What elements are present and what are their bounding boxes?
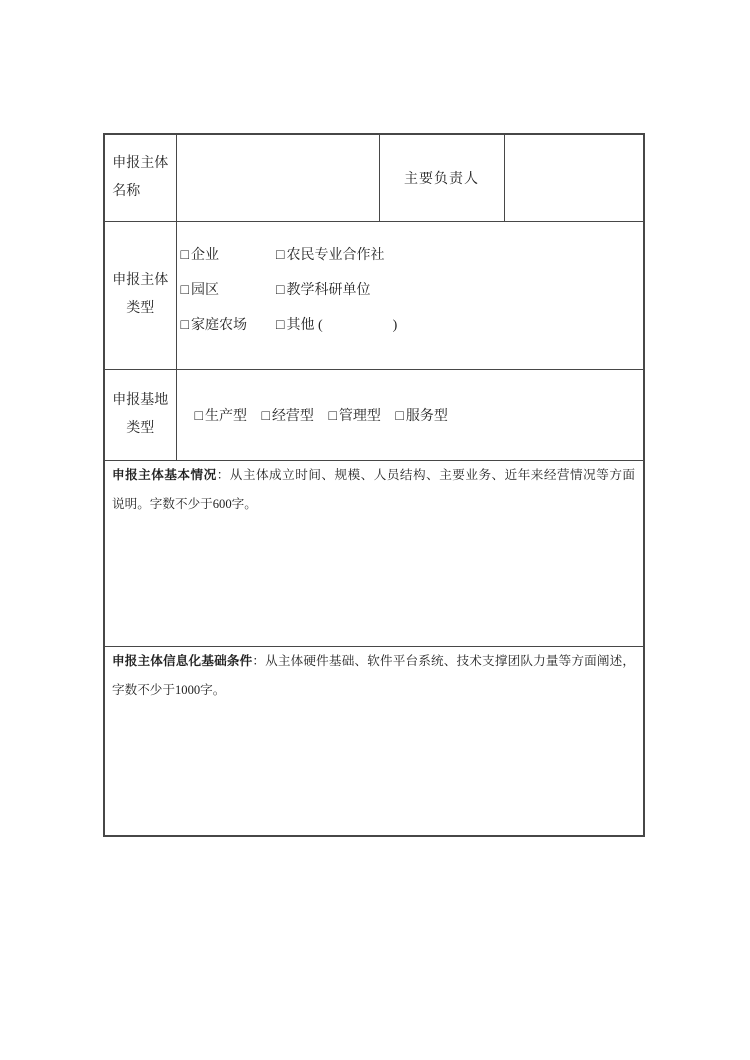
subject-type-option-row [181,238,644,273]
subject-type-label-cell [104,221,176,369]
basic-info-heading: 申报主体基本情况 [112,467,217,482]
option-label: 服务型 [405,408,448,424]
base-type-label-cell [104,369,176,460]
person-label-cell [379,134,504,221]
basic-info-line2: 说明。字数不少于600字。 [112,496,257,511]
basic-info-line1 [112,461,635,490]
checkbox-option-family-farm[interactable] [181,308,273,343]
checkbox-icon: □ [180,247,189,263]
checkbox-icon: □ [276,247,285,263]
subject-type-option-row [181,308,644,343]
subject-name-label-cell [104,134,176,221]
checkbox-icon: □ [395,408,404,424]
option-label: 管理型 [338,408,381,424]
option-label: 经营型 [271,408,314,424]
person-value[interactable] [505,135,644,221]
checkbox-icon: □ [328,408,337,424]
checkbox-option-enterprise[interactable] [181,238,273,273]
person-label: 主要负责人 [404,171,479,187]
it-foundation-line1 [112,647,635,676]
person-value-cell[interactable] [504,134,644,221]
option-label: 教学科研单位 [286,282,371,298]
it-foundation-line2: 字数不少于1000字。 [112,682,226,697]
option-label: 企业 [190,247,219,263]
base-type-options-cell [176,369,644,460]
it-foundation-section-cell[interactable] [104,646,644,836]
option-label: 其他 ( ) [286,317,398,333]
checkbox-icon: □ [276,317,285,333]
subject-type-label: 申报主体 类型 [112,273,169,316]
basic-info-section-cell[interactable] [104,460,644,646]
it-foundation-text: ：从主体硬件基础、软件平台系统、技术支撑团队力量等方面阐述， [252,653,636,668]
checkbox-option-farmer-cooperative[interactable] [276,238,384,273]
checkbox-icon: □ [180,317,189,333]
checkbox-option-service[interactable] [395,405,447,425]
checkbox-icon: □ [276,282,285,298]
option-label: 家庭农场 [190,317,247,333]
checkbox-option-park[interactable] [181,273,273,308]
subject-name-label: 申报主体 名称 [112,155,169,199]
subject-type-options-cell [176,221,644,369]
subject-name-value[interactable] [177,135,379,221]
option-label: 园区 [190,282,219,298]
checkbox-option-management[interactable] [328,405,380,425]
checkbox-option-production[interactable] [195,405,247,425]
basic-info-text: ：从主体成立时间、规模、人员结构、主要业务、近年来经营情况等方面 [216,467,636,482]
checkbox-option-operation[interactable] [261,405,313,425]
option-label: 农民专业合作社 [286,247,385,263]
checkbox-option-research-unit[interactable] [276,273,370,308]
checkbox-icon: □ [261,408,270,424]
option-label: 生产型 [204,408,247,424]
checkbox-icon: □ [180,282,189,298]
application-form-table [103,133,645,837]
checkbox-option-other[interactable] [276,308,397,343]
subject-name-value-cell[interactable] [176,134,379,221]
base-type-label: 申报基地 类型 [112,392,169,436]
it-foundation-heading: 申报主体信息化基础条件 [112,653,253,668]
subject-type-option-row [181,273,644,308]
checkbox-icon: □ [194,408,203,424]
